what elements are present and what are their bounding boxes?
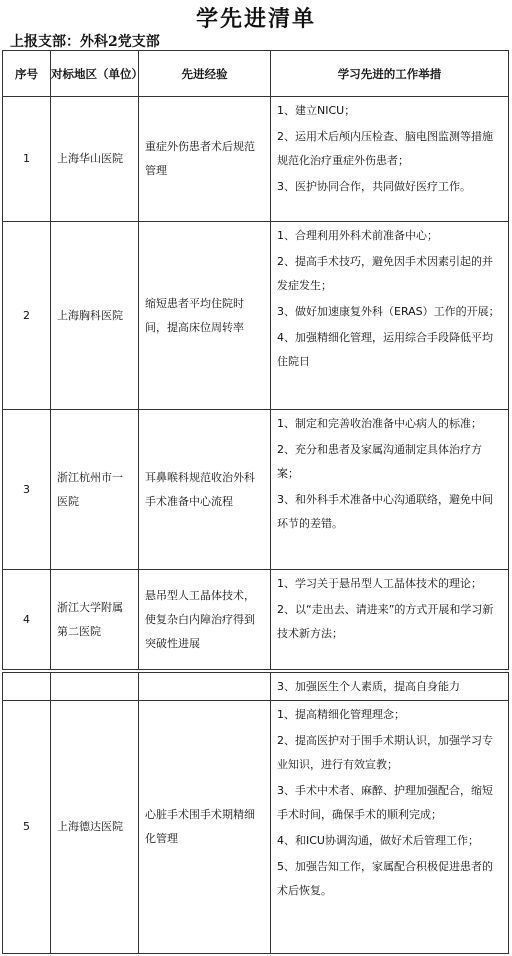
row-measures [271,222,509,410]
measure-item: 3、加强医生个人素质，提高自身能力 [277,679,460,693]
advanced-list-table-continued [2,672,509,954]
row-measures [271,410,509,570]
header-measures: 学习先进的工作举措 [271,51,509,97]
row-no: 4 [3,570,51,670]
measure-item: 3、和外科手术准备中心沟通联络，避免中间环节的差错。 [277,493,493,530]
row-unit: 上海华山医院 [51,97,139,222]
row-experience: 耳鼻喉科规范收治外科手术准备中心流程 [139,410,271,570]
row-measures [271,97,509,222]
measure-item: 1、制定和完善收治准备中心病人的标准； [277,417,482,430]
row-unit: 上海德达医院 [51,701,139,954]
row-experience: 缩短患者平均住院时间，提高床位周转率 [139,222,271,410]
table-header-row [3,51,509,97]
measure-item: 4、和ICU协调沟通，做好术后管理工作； [277,834,479,847]
advanced-list-table [2,50,509,670]
row-unit: 浙江大学附属第二医院 [51,570,139,670]
row-measures [271,673,509,701]
row-unit: 浙江杭州市一医院 [51,410,139,570]
measure-item: 2、充分和患者及家属沟通制定具体治疗方案； [277,443,482,480]
row-unit: 上海胸科医院 [51,222,139,410]
measure-item: 3、医护协同合作，共同做好医疗工作。 [277,180,471,193]
header-experience: 先进经验 [139,51,271,97]
row-no: 5 [3,701,51,954]
department-label: 上报支部：外科2党支部 [10,34,160,50]
table-row [3,673,509,701]
measure-item: 3、做好加速康复外科（ERAS）工作的开展； [277,305,500,318]
row-experience: 重症外伤患者术后规范管理 [139,97,271,222]
table-row [3,97,509,222]
measure-item: 1、建立NICU； [277,104,356,117]
measure-item: 1、合理利用外科术前准备中心； [277,229,438,242]
row-measures [271,570,509,670]
measure-item: 1、学习关于悬吊型人工晶体技术的理论； [277,577,482,590]
measure-item: 2、运用术后颅内压检查、脑电图监测等措施规范化治疗重症外伤患者； [277,130,493,167]
measure-item: 5、加强告知工作，家属配合积极促进患者的术后恢复。 [277,860,493,897]
row-measures [271,701,509,954]
page-title: 学先进清单 [195,6,316,32]
measure-item: 2、以“走出去、请进来”的方式开展和学习新技术新方法； [277,603,494,640]
header-no: 序号 [3,51,51,97]
measure-item: 2、提高医护对于围手术期认识，加强学习专业知识，进行有效宣教； [277,734,493,771]
measure-item: 3、手术中术者、麻醉、护理加强配合，缩短手术时间，确保手术的顺利完成； [277,784,493,821]
row-no: 1 [3,97,51,222]
table-row [3,222,509,410]
table-row [3,410,509,570]
row-no: 3 [3,410,51,570]
measure-item: 2、提高手术技巧，避免因手术因素引起的并发症发生； [277,255,493,292]
measure-item: 1、提高精细化管理理念； [277,708,405,721]
table-row [3,701,509,954]
row-experience: 悬吊型人工晶体技术，使复杂白内障治疗得到突破性进展 [139,570,271,670]
table-row [3,570,509,670]
measure-item: 4、加强精细化管理，运用综合手段降低平均住院日 [277,331,493,368]
header-unit: 对标地区（单位） [51,51,139,97]
row-experience: 心脏手术围手术期精细化管理 [139,701,271,954]
row-no: 2 [3,222,51,410]
